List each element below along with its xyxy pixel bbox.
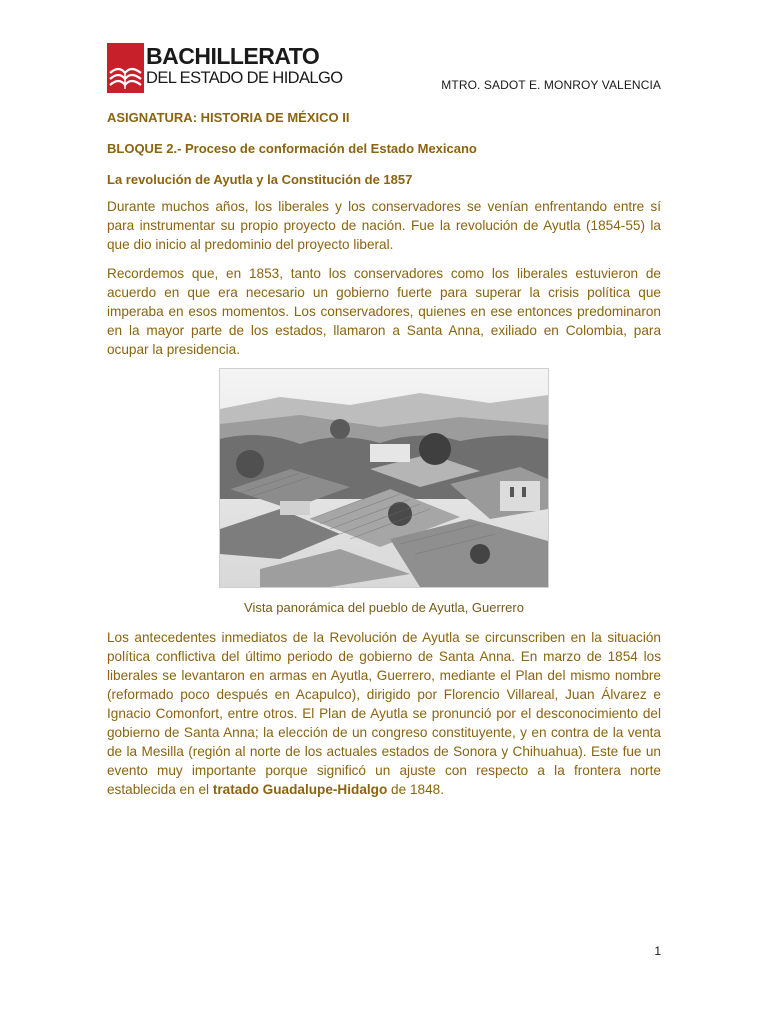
paragraph-antecedents-end: de 1848. xyxy=(387,782,444,797)
figure-caption: Vista panorámica del pueblo de Ayutla, Guerrero xyxy=(244,600,524,615)
author-name: MTRO. SADOT E. MONROY VALENCIA xyxy=(441,78,661,92)
institution-logo xyxy=(107,43,343,98)
block-heading: BLOQUE 2.- Proceso de conformación del Estado Mexicano xyxy=(107,141,477,156)
topic-heading: La revolución de Ayutla y la Constitución de 1857 xyxy=(107,172,413,187)
ayutla-panoramic-photo xyxy=(219,368,549,588)
logo-subtitle: DEL ESTADO DE HIDALGO xyxy=(146,69,343,87)
treaty-name: tratado Guadalupe-Hidalgo xyxy=(212,782,388,797)
town-photo-illustration xyxy=(220,369,548,587)
paragraph-intro: Durante muchos años, los liberales y los conservadores se venían enfrentando entre sí para instrumentar su propio proyecto de nación. Fue la revolución de Ayutla (1854-55) la que dio inicio al predominio del proyecto liberal. xyxy=(107,199,661,252)
paragraph-context: Recordemos que, en 1853, tanto los conservadores como los liberales estuvieron de acuerdo en que era necesario un gobierno fuerte para superar la crisis política que imperaba en esos momentos. Los conservadores, quienes en ese entonces predominaron en la mayor parte de los estados, llamaron a Santa Anna, exiliado en Colombia, para ocupar la presidencia. xyxy=(107,266,661,357)
subject-heading: ASIGNATURA: HISTORIA DE MÉXICO II xyxy=(107,110,350,125)
paragraph-antecedents-text: Los antecedentes inmediatos de la Revolución de Ayutla se circunscriben en la situación política conflictiva del último periodo de gobierno de Santa Anna. En marzo de 1854 los liberales se levantaron en armas en Ayutla, Guerrero, mediante el Plan del mismo nombre (reformado poco después en Acapulco), dirigido por Florencio Villareal, Juan Álvarez e Ignacio Comonfort, entre otros. El Plan de Ayutla se pronunció por el desconocimiento del gobierno de Santa Anna; la elección de un congreso constituyente, y en contra de la venta de la Mesilla (región al norte de los actuales estados de Sonora y Chihuahua). Este fue un evento muy importante porque significó un ajuste con respecto a la frontera norte establecida en el xyxy=(107,630,661,797)
paragraph-antecedents xyxy=(107,628,661,799)
page-number: 1 xyxy=(654,944,661,958)
book-logo-icon xyxy=(107,43,144,93)
logo-title: BACHILLERATO xyxy=(146,43,320,69)
